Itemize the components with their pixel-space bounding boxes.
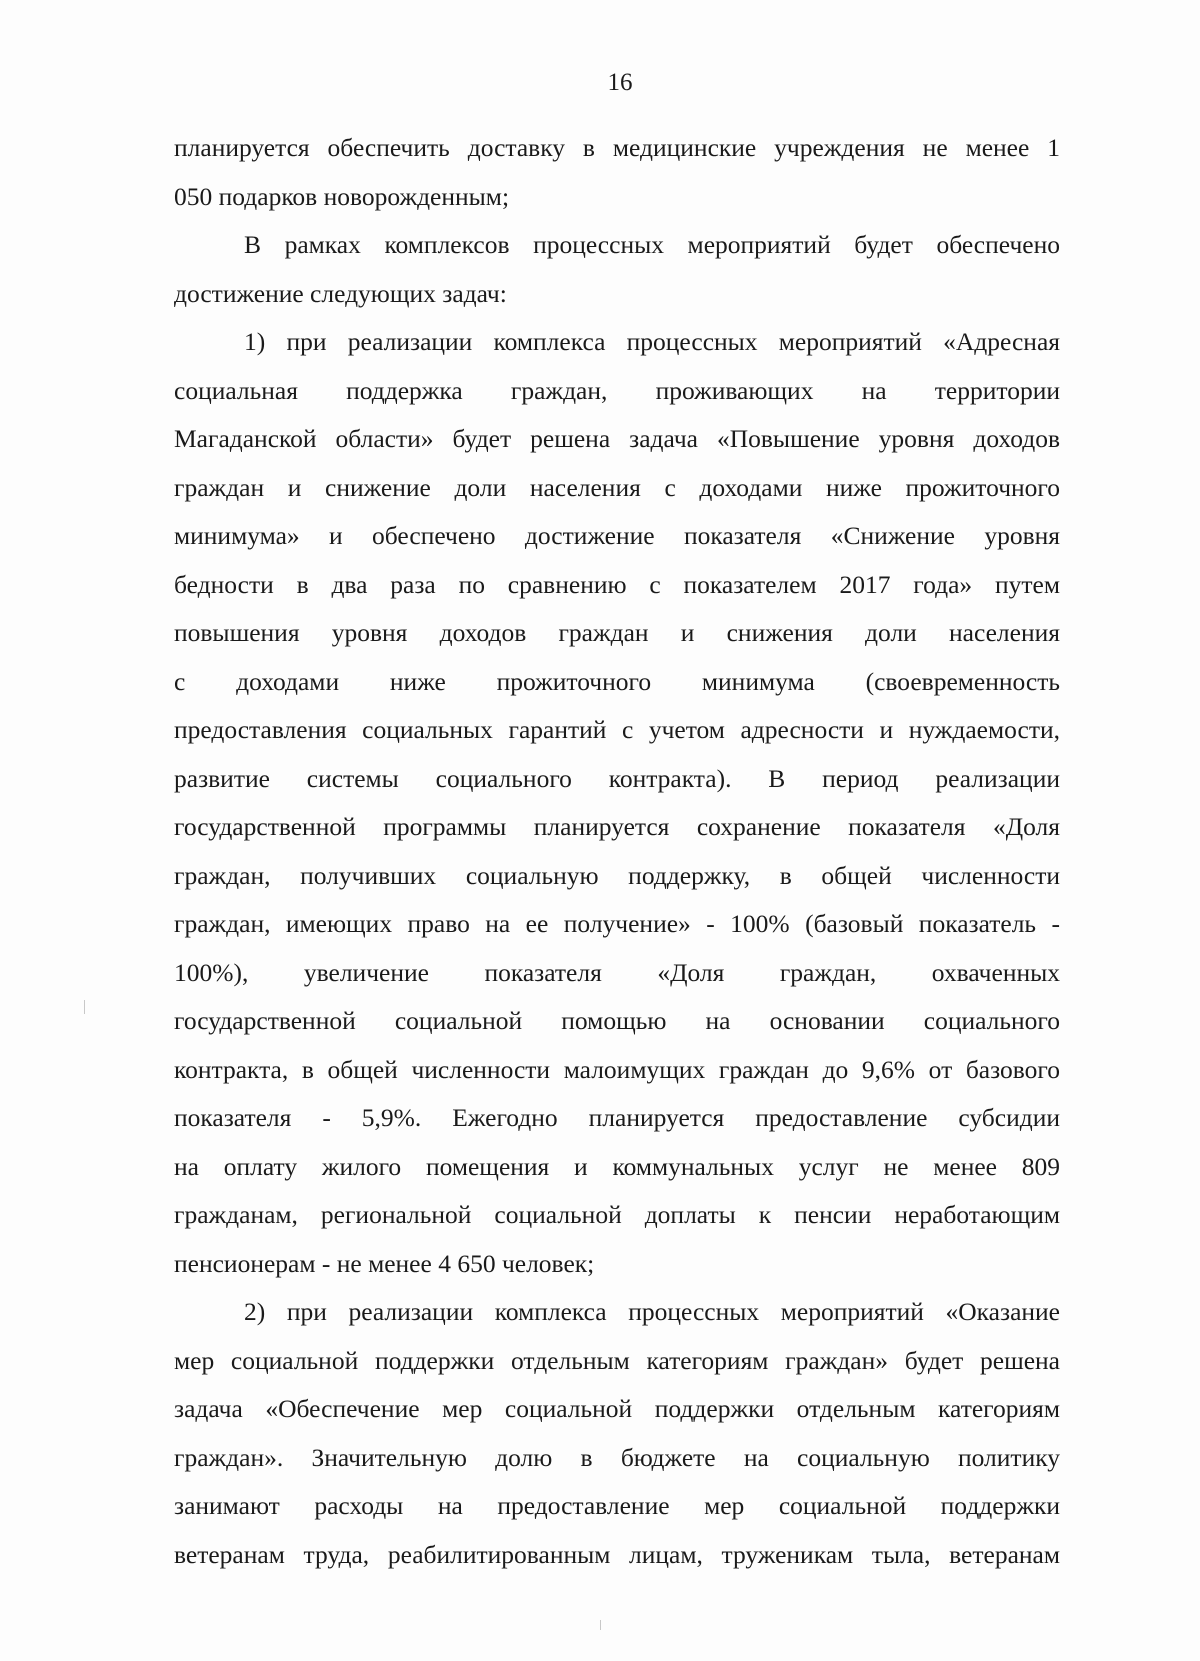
text-line: показателя - 5,9%. Ежегодно планируется предоставление субсидии — [174, 1103, 1060, 1132]
text-line: минимума» и обеспечено достижение показателя «Снижение уровня — [174, 521, 1060, 550]
text-line: граждан и снижение доли населения с доходами ниже прожиточного — [174, 472, 1060, 502]
text-line: государственной социальной помощью на основании социального — [174, 1006, 1060, 1035]
text-line: граждан, получивших социальную поддержку, в общей численности — [174, 860, 1060, 890]
page-number: 16 — [607, 69, 633, 96]
text-line: граждан». Значительную долю в бюджете на социальную политику — [174, 1442, 1060, 1472]
text-line: бедности в два раза по сравнению с показателем 2017 года» путем — [174, 569, 1060, 599]
document-body — [174, 124, 1060, 1579]
text-line: Магаданской области» будет решена задача «Повышение уровня доходов — [174, 424, 1060, 453]
text-line: планируется обеспечить доставку в медицинские учреждения не менее 1 — [174, 133, 1060, 162]
text-line: В рамках комплексов процессных мероприятий будет обеспечено — [244, 230, 1060, 259]
text-line: повышения уровня доходов граждан и снижения доли населения — [174, 618, 1060, 647]
scan-artifact — [84, 1000, 85, 1014]
text-line: предоставления социальных гарантий с учетом адресности и нуждаемости, — [174, 715, 1060, 744]
text-line: ветеранам труда, реабилитированным лицам, труженикам тыла, ветеранам — [174, 1539, 1060, 1569]
text-line: с доходами ниже прожиточного минимума (своевременность — [174, 666, 1060, 696]
text-line: занимают расходы на предоставление мер социальной поддержки — [174, 1491, 1060, 1520]
text-line: государственной программы планируется сохранение показателя «Доля — [174, 812, 1060, 841]
text-line: 1) при реализации комплекса процессных мероприятий «Адресная — [244, 327, 1060, 356]
text-line: гражданам, региональной социальной доплаты к пенсии неработающим — [174, 1200, 1060, 1229]
text-line: контракта, в общей численности малоимущих граждан до 9,6% от базового — [174, 1054, 1060, 1084]
text-line: 050 подарков новорожденным; — [174, 181, 510, 211]
text-line: на оплату жилого помещения и коммунальных услуг не менее 809 — [174, 1151, 1060, 1181]
text-line: 2) при реализации комплекса процессных мероприятий «Оказание — [244, 1297, 1060, 1326]
text-line: развитие системы социального контракта). В период реализации — [174, 763, 1060, 793]
text-line: социальная поддержка граждан, проживающих на территории — [174, 375, 1060, 405]
text-line: достижение следующих задач: — [174, 278, 507, 308]
text-line: граждан, имеющих право на ее получение» - 100% (базовый показатель - — [174, 909, 1060, 938]
text-line: 100%), увеличение показателя «Доля граждан, охваченных — [174, 957, 1060, 987]
scan-artifact — [600, 1620, 601, 1630]
text-line: мер социальной поддержки отдельным категориям граждан» будет решена — [174, 1345, 1060, 1375]
text-line: пенсионерам - не менее 4 650 человек; — [174, 1248, 595, 1278]
text-line: задача «Обеспечение мер социальной поддержки отдельным категориям — [174, 1394, 1060, 1423]
